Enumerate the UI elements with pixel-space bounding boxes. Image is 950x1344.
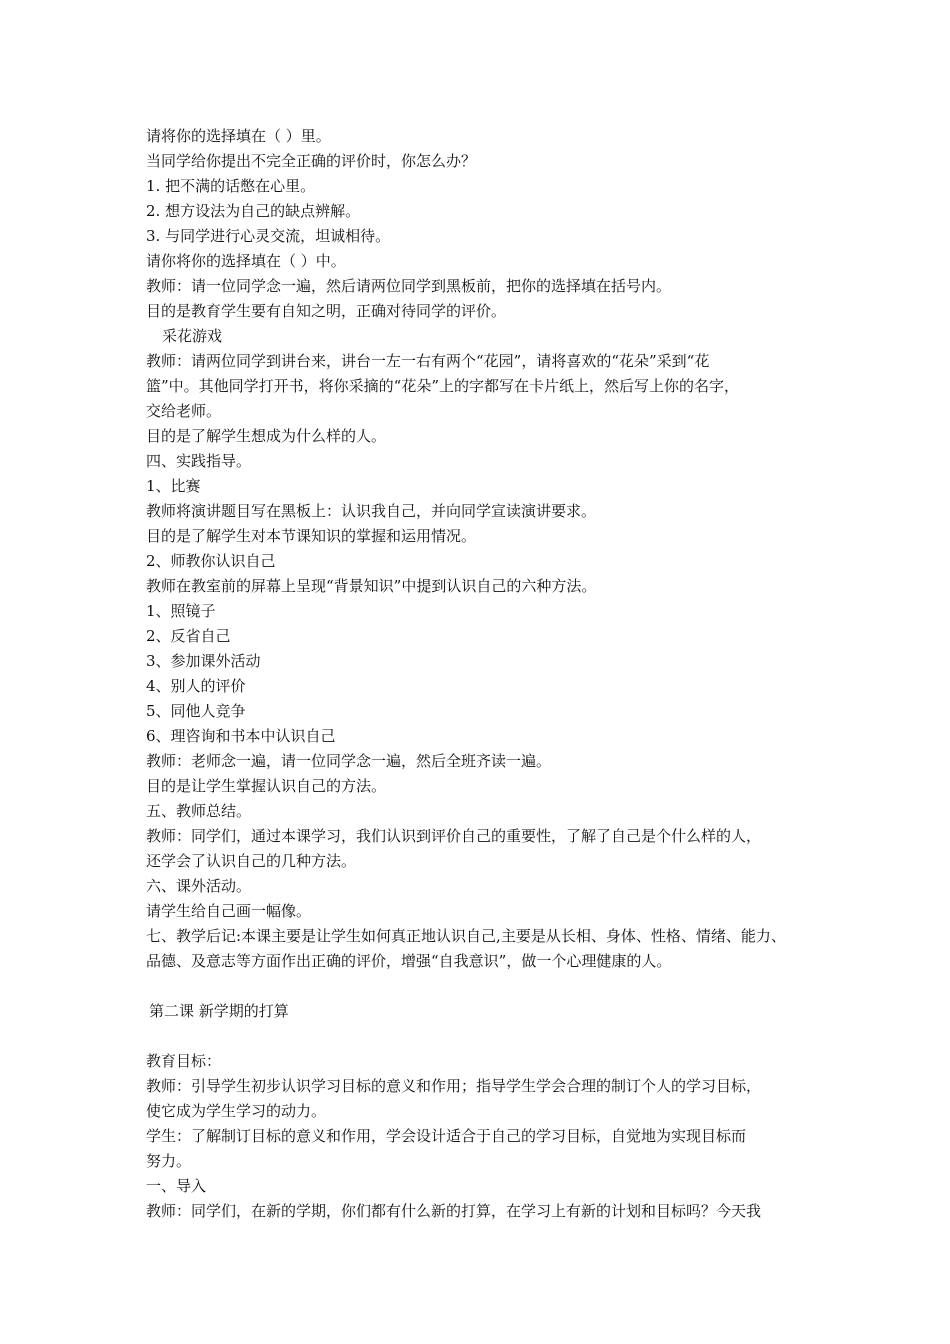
section-heading: 采花游戏 bbox=[162, 327, 223, 345]
section-heading: 一、导入 bbox=[146, 1177, 207, 1195]
text-line: 3. 与同学进行心灵交流，坦诚相待。 bbox=[146, 227, 391, 245]
text-line: 教师：请两位同学到讲台来，讲台一左一右有两个“花园”，请将喜欢的“花朵”采到“花 bbox=[146, 352, 710, 370]
text-line: 教师将演讲题目写在黑板上：认识我自己，并向同学宣读演讲要求。 bbox=[146, 502, 597, 520]
section-heading: 五、教师总结。 bbox=[146, 802, 252, 820]
text-line: 目的是教育学生要有自知之明，正确对待同学的评价。 bbox=[146, 302, 507, 320]
text-line: 教师：同学们，通过本课学习，我们认识到评价自己的重要性，了解了自己是个什么样的人， bbox=[146, 827, 762, 845]
text-line: 目的是了解学生想成为什么样的人。 bbox=[146, 427, 387, 445]
text-line: 使它成为学生学习的动力。 bbox=[146, 1102, 327, 1120]
text-line: 七、教学后记:本课主要是让学生如何真正地认识自己,主要是从长相、身体、性格、情绪、能力、 bbox=[146, 927, 786, 945]
document-body bbox=[146, 124, 826, 1224]
text-line: 篮”中。其他同学打开书，将你采摘的“花朵”上的字都写在卡片纸上，然后写上你的名字， bbox=[146, 377, 740, 395]
list-item: 3、参加课外活动 bbox=[146, 652, 261, 670]
text-line: 学生：了解制订目标的意义和作用，学会设计适合于自己的学习目标，自觉地为实现目标而 bbox=[146, 1127, 747, 1145]
text-line: 品德、及意志等方面作出正确的评价，增强“自我意识”，做一个心理健康的人。 bbox=[146, 952, 672, 970]
text-line: 1、比赛 bbox=[146, 477, 201, 495]
text-line: 1. 把不满的话憋在心里。 bbox=[146, 177, 316, 195]
blank-line bbox=[146, 1024, 826, 1049]
text-line: 交给老师。 bbox=[146, 402, 222, 420]
section-heading: 教育目标： bbox=[146, 1052, 222, 1070]
blank-line bbox=[146, 974, 826, 999]
section-heading: 六、课外活动。 bbox=[146, 877, 252, 895]
text-line: 请将你的选择填在（ ）里。 bbox=[146, 127, 331, 145]
section-heading: 四、实践指导。 bbox=[146, 452, 252, 470]
text-line: 2、师教你认识自己 bbox=[146, 552, 276, 570]
list-item: 1、照镜子 bbox=[146, 602, 216, 620]
text-line: 请学生给自己画一幅像。 bbox=[146, 902, 312, 920]
list-item: 6、理咨询和书本中认识自己 bbox=[146, 727, 336, 745]
lesson-title: 第二课 新学期的打算 bbox=[149, 1002, 289, 1020]
list-item: 5、同他人竞争 bbox=[146, 702, 246, 720]
text-line: 教师：同学们，在新的学期，你们都有什么新的打算，在学习上有新的计划和目标吗？今天我 bbox=[146, 1202, 762, 1220]
list-item: 4、别人的评价 bbox=[146, 677, 246, 695]
text-line: 教师：引导学生初步认识学习目标的意义和作用；指导学生学会合理的制订个人的学习目标， bbox=[146, 1077, 762, 1095]
text-line: 教师在教室前的屏幕上呈现“背景知识”中提到认识自己的六种方法。 bbox=[146, 577, 597, 595]
text-line: 目的是让学生掌握认识自己的方法。 bbox=[146, 777, 387, 795]
text-line: 还学会了认识自己的几种方法。 bbox=[146, 852, 357, 870]
text-line: 请你将你的选择填在（ ）中。 bbox=[146, 252, 346, 270]
text-line: 当同学给你提出不完全正确的评价时，你怎么办？ bbox=[146, 152, 477, 170]
list-item: 2、反省自己 bbox=[146, 627, 231, 645]
text-line: 努力。 bbox=[146, 1152, 192, 1170]
text-line: 2. 想方设法为自己的缺点辨解。 bbox=[146, 202, 361, 220]
text-line: 教师：老师念一遍，请一位同学念一遍，然后全班齐读一遍。 bbox=[146, 752, 552, 770]
text-line: 目的是了解学生对本节课知识的掌握和运用情况。 bbox=[146, 527, 477, 545]
text-line: 教师：请一位同学念一遍，然后请两位同学到黑板前，把你的选择填在括号内。 bbox=[146, 277, 672, 295]
